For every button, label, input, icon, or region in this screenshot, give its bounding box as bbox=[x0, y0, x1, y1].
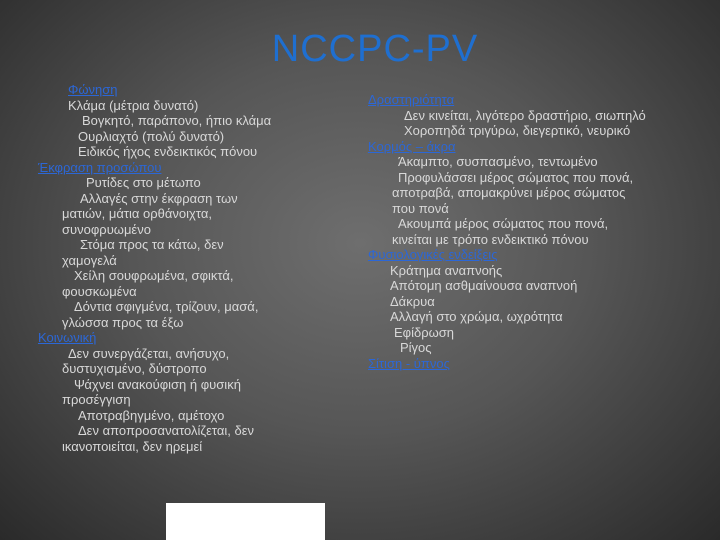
item-lips-1: Χείλη σουφρωμένα, σφικτά, bbox=[74, 268, 234, 283]
item-not-cooperating-2: δυστυχισμένο, δύστροπο bbox=[62, 361, 207, 376]
heading-physiological: Φυσιολογικές ενδείξεις bbox=[368, 247, 498, 262]
heading-vocalization: Φώνηση bbox=[68, 82, 118, 97]
item-lips-2: φουσκωμένα bbox=[62, 283, 137, 299]
item-forehead-wrinkles: Ρυτίδες στο μέτωπο bbox=[86, 175, 201, 190]
item-eye-changes-1: Αλλαγές στην έκφραση των bbox=[80, 190, 238, 206]
left-column bbox=[0, 82, 330, 454]
item-mouth-down-2: χαμογελά bbox=[62, 252, 117, 268]
item-withdrawn: Αποτραβηγμένο, αμέτοχο bbox=[78, 407, 225, 423]
item-specific-sound: Ειδικός ήχος ενδεικτικός πόνου bbox=[78, 144, 258, 159]
item-not-cooperating-1: Δεν συνεργάζεται, ανήσυχο, bbox=[68, 345, 230, 361]
item-eye-changes-3: συνοφρυωμένο bbox=[62, 221, 151, 237]
item-eye-changes-2: ματιών, μάτια ορθάνοιχτα, bbox=[62, 206, 212, 221]
item-rigid: Άκαμπτο, συσπασμένο, τεντωμένο bbox=[398, 154, 598, 169]
item-moaning: Βογκητό, παράπονο, ήπιο κλάμα bbox=[82, 113, 272, 128]
item-tears: Δάκρυα bbox=[390, 293, 435, 309]
item-touches-body-2: κινείται με τρόπο ενδεικτικό πόνου bbox=[392, 231, 589, 247]
heading-torso-limbs: Κορμός – άκρα bbox=[368, 138, 456, 154]
heading-activity: Δραστηριότητα bbox=[368, 92, 455, 107]
item-seeks-comfort-2: προσέγγιση bbox=[62, 392, 131, 407]
white-overlay-box bbox=[166, 503, 325, 540]
item-guards-body-2: αποτραβά, απομακρύνει μέρος σώματος bbox=[392, 185, 626, 200]
item-mouth-down-1: Στόμα προς τα κάτω, δεν bbox=[80, 237, 224, 252]
heading-eating-sleeping: Σίτιση - ύπνος bbox=[368, 355, 450, 371]
item-shivering: Ρίγος bbox=[400, 340, 432, 355]
item-guards-body-1: Προφυλάσσει μέρος σώματος που πονά, bbox=[398, 169, 634, 185]
item-not-distracted-1: Δεν αποπροσανατολίζεται, δεν bbox=[78, 423, 255, 438]
item-screaming: Ουρλιαχτό (πολύ δυνατό) bbox=[78, 128, 225, 144]
heading-facial-expression: Έκφραση προσώπου bbox=[38, 159, 162, 175]
item-teeth-1: Δόντια σφιγμένα, τρίζουν, μασά, bbox=[74, 299, 259, 314]
item-breath-holding: Κράτημα αναπνοής bbox=[390, 262, 503, 278]
item-crying: Κλάμα (μέτρια δυνατό) bbox=[68, 97, 199, 113]
item-seeks-comfort-1: Ψάχνει ανακούφιση ή φυσική bbox=[74, 376, 241, 392]
item-sweating: Εφίδρωση bbox=[394, 324, 455, 340]
item-guards-body-3: που πονά bbox=[392, 200, 449, 216]
item-not-distracted-2: ικανοποιείται, δεν ηρεμεί bbox=[62, 438, 203, 454]
heading-social: Κοινωνική bbox=[38, 330, 97, 345]
item-not-moving: Δεν κινείται, λιγότερο δραστήριο, σιωπηλό bbox=[404, 107, 646, 123]
item-color-change: Αλλαγή στο χρώμα, ωχρότητα bbox=[390, 309, 563, 324]
item-teeth-2: γλώσσα προς τα έξω bbox=[62, 314, 184, 330]
right-column bbox=[338, 92, 720, 371]
item-jumping-around: Χοροπηδά τριγύρω, διεγερτικό, νευρικό bbox=[404, 123, 631, 138]
item-touches-body-1: Ακουμπά μέρος σώματος που πονά, bbox=[398, 216, 609, 231]
item-gasping: Απότομη ασθμαίνουσα αναπνοή bbox=[390, 278, 578, 293]
slide-title: NCCPC-PV bbox=[271, 28, 479, 70]
